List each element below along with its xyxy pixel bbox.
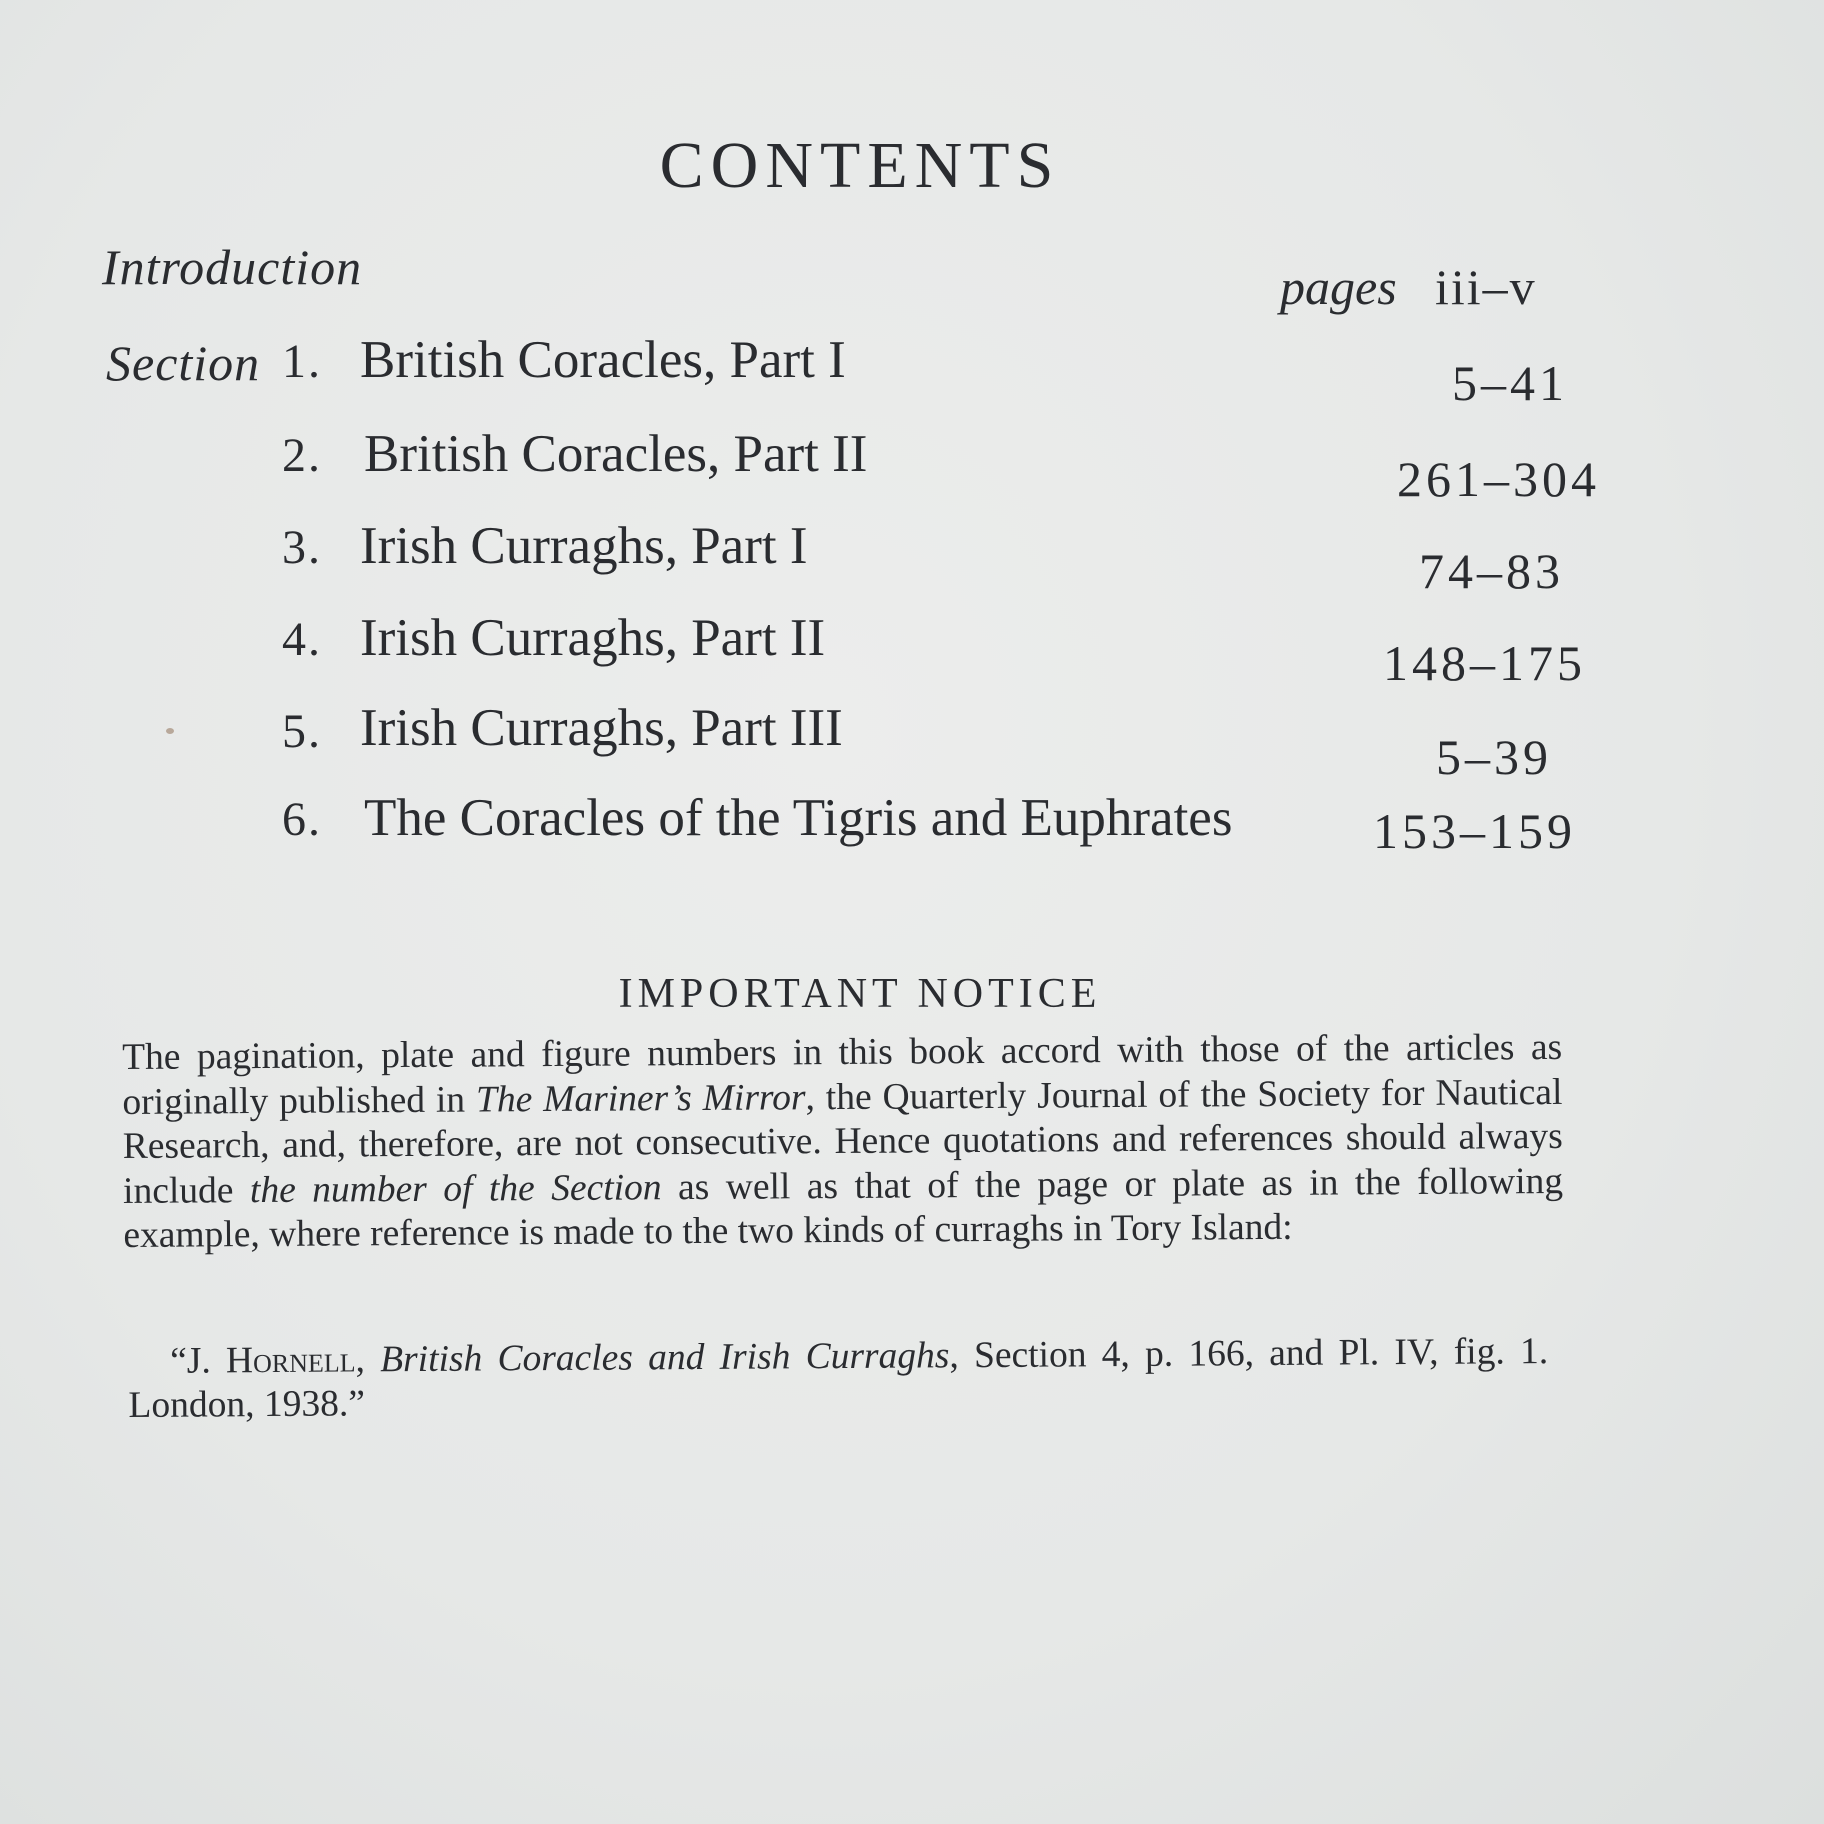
toc-entry-pages: 153–159: [1373, 803, 1576, 859]
toc-entry-pages: 5–39: [1436, 729, 1552, 785]
citation-open: “J.: [170, 1340, 227, 1382]
toc-entry: [0, 608, 1824, 691]
citation-separator: ,: [355, 1339, 381, 1381]
citation-rest: , Section 4, p. 166, and Pl. IV, fig. 1. London, 1938.”: [128, 1331, 1549, 1426]
toc-entry-number: 6.: [282, 793, 322, 846]
journal-title: The Mariner’s Mirror: [475, 1076, 806, 1121]
toc-entry: [0, 516, 1824, 599]
toc-entry-title: British Coracles, Part I: [360, 331, 846, 389]
notice-text-1: The pagination, plate and figure numbers in this book accord with those of the articles as originally published in: [122, 1026, 1563, 1123]
section-label: Section: [106, 335, 261, 391]
notice-paragraph: [122, 1026, 1564, 1259]
pages-label: pages: [1280, 259, 1397, 315]
toc-entry-title: Irish Curraghs, Part I: [360, 517, 808, 575]
page-title: CONTENTS: [659, 129, 1061, 202]
citation-example: [128, 1330, 1549, 1428]
toc-entry-number: 2.: [282, 429, 322, 482]
toc-entry-pages: 74–83: [1419, 543, 1564, 599]
paper-speck: [166, 728, 174, 734]
toc-entry-title: The Coracles of the Tigris and Euphrates: [364, 789, 1233, 847]
citation-author: Hornell: [225, 1339, 356, 1382]
toc-entry-number: 5.: [282, 705, 322, 758]
notice-text-2: , the Quarterly Journal of the Society for Nautical Research, and, therefore, are not consecutive. Hence quotations and references should always include: [122, 1071, 1563, 1212]
toc-entry-pages: 148–175: [1383, 635, 1586, 691]
toc-entry: [0, 698, 1824, 785]
notice-heading: IMPORTANT NOTICE: [618, 971, 1102, 1017]
toc-entry-title: Irish Curraghs, Part III: [360, 699, 843, 757]
toc-entry-pages: 5–41: [1452, 355, 1568, 411]
toc-entry-pages: 261–304: [1397, 451, 1600, 507]
toc-entry: [0, 424, 1824, 507]
notice-emphasis: the number of the Section: [249, 1166, 662, 1211]
toc-entry-number: 4.: [282, 613, 322, 666]
introduction-pages: iii–v: [1435, 259, 1537, 315]
notice-text-3: as well as that of the page or plate as in the following example, where reference is made to the two kinds of curraghs in Tory Island:: [123, 1160, 1564, 1256]
toc-entry-number: 1.: [282, 335, 322, 388]
citation-work: British Coracles and Irish Curraghs: [380, 1335, 950, 1381]
toc-entry: [0, 788, 1824, 868]
toc-entry-number: 3.: [282, 521, 322, 574]
introduction-label: Introduction: [102, 239, 363, 295]
toc-entry-title: Irish Curraghs, Part II: [360, 609, 826, 667]
toc-entry-title: British Coracles, Part II: [364, 425, 868, 483]
toc-entry: [0, 330, 1824, 410]
